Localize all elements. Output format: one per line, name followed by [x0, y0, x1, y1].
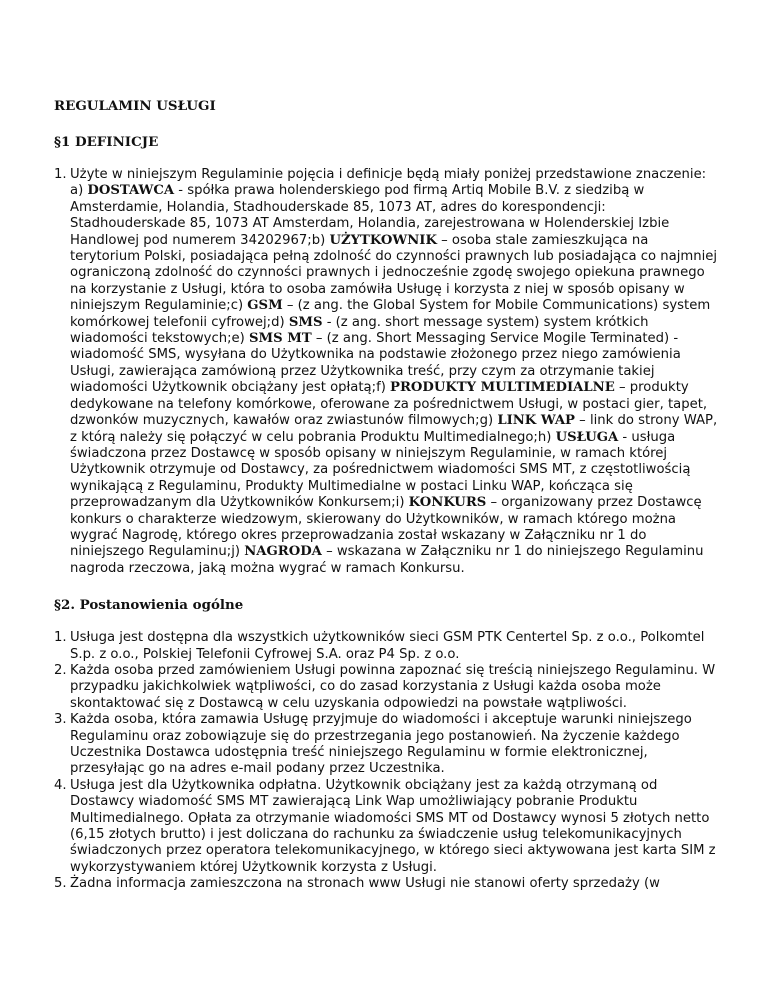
section-1-list — [54, 167, 720, 577]
text-line: Każda osoba, która zamawia Usługę przyjmuje do wiadomości i akceptuje warunki niniejszego — [70, 712, 692, 728]
definition-text: – osoba stale zamieszkująca na terytorium Polski, posiadająca pełną zdolność do czynności prawnych lub posiadająca co najmniej ograniczoną zdolność do czynności prawnych i jednocześnie zgodę swojego opiekuna prawnego na korzystanie z Usługi, która to osoba zamówiła Usługę i korzysta z niej w sposób opisany w niniejszym Regulaminie; — [70, 232, 718, 314]
text-line: Usługa jest dla Użytkownika odpłatna. Użytkownik obciążany jest za każdą otrzymaną od — [70, 777, 658, 793]
list-item-text — [70, 630, 720, 663]
text-line: Każda osoba przed zamówieniem Usługi powinna zapoznać się treścią niniejszego Regulaminu. W — [70, 662, 716, 678]
definition-marker: i) — [395, 495, 409, 511]
list-item-text — [70, 712, 720, 778]
text-line: S.p. z o.o., Polskiej Telefonii Cyfrowej S.A. oraz P4 Sp. z o.o. — [70, 646, 460, 662]
definition-text: - usługa świadczona przez Dostawcę w sposób opisany w niniejszym Regulaminie, w ramach której Użytkownik otrzymuje od Dostawcy, za pośrednictwem wiadomości SMS MT, z częstotliwością wynikającą z Regulaminu, Produkty Multimedialne w postaci Linku WAP, kończąca się przeprowadzanym dla Użytkowników Konkursem; — [70, 429, 691, 511]
definitions-paragraph — [70, 183, 720, 577]
definitions-intro: Użyte w niniejszym Regulaminie pojęcia i definicje będą miały poniżej przedstawione znaczenie: — [70, 167, 707, 182]
definition-text: – (z ang. the Global System for Mobile Communications) system komórkowej telefonii cyfrowej; — [70, 298, 711, 330]
text-line: Regulaminu oraz zobowiązuje się do przestrzegania jego postanowień. Na życzenie każdego — [70, 728, 680, 744]
list-item — [54, 778, 720, 876]
list-item-number: 1. — [54, 630, 67, 646]
text-line: (6,15 złotych brutto) i jest doliczana do rachunku za świadczenie usług telekomunikacyjnych — [70, 827, 682, 843]
section-2-heading: §2. Postanowienia ogólne — [54, 597, 244, 614]
definition-text: – produkty dedykowane na telefony komórkowe, oferowane za pośrednictwem Usługi, w postaci gier, tapet, dzwonków muzycznych, kawałów oraz zwiastunów filmowych; — [70, 380, 708, 429]
text-line: przypadku jakichkolwiek wątpliwości, co do zasad korzystania z Usługi każda osoba może — [70, 679, 661, 695]
definition-marker: g) — [479, 413, 498, 429]
text-line: świadczonych przez operatora telekomunikacyjnego, w którego sieci aktywowana jest karta SIM z — [70, 843, 716, 859]
definition-term: GSM — [247, 298, 283, 314]
definition-marker: h) — [537, 429, 556, 445]
definition-text: – link do strony WAP, z którą należy się połączyć w celu pobrania Produktu Multimedialnego; — [70, 413, 718, 445]
definition-term: DOSTAWCA — [87, 183, 175, 199]
list-item — [54, 630, 720, 663]
text-line: wykorzystywaniem której Użytkownik korzysta z Usługi. — [70, 859, 437, 875]
definition-term: SMS MT — [249, 331, 312, 347]
text-line: Żadna informacja zamieszczona na stronach www Usługi nie stanowi oferty sprzedaży (w — [70, 876, 660, 892]
list-item-number: 1. — [54, 167, 67, 182]
definition-term: UŻYTKOWNIK — [329, 232, 437, 248]
definition-text: – wskazana w Załączniku nr 1 do niniejszego Regulaminu nagroda rzeczowa, jaką można wygrać w ramach Konkursu. — [70, 544, 704, 576]
definition-text: – (z ang. Short Messaging Service Mogile Terminated) - wiadomość SMS, wysyłana do Użytkownika na podstawie złożonego przez niego zamówienia Usługi, zawierająca zamówioną przez Użytkownika treść, przy czym za otrzymanie takiej wiadomości Użytkownik obciążany jest opłatą; — [70, 331, 681, 396]
definition-marker: d) — [271, 314, 289, 330]
list-item — [54, 663, 720, 712]
list-item — [54, 876, 720, 892]
text-line: Usługa jest dostępna dla wszystkich użytkowników sieci GSM PTK Centertel Sp. z o.o., Polkomtel — [70, 630, 705, 646]
list-item-text — [70, 778, 720, 876]
list-item — [54, 712, 720, 778]
list-item — [54, 167, 720, 577]
text-line: Dostawcy wiadomość SMS MT zawierającą Link Wap umożliwiający pobranie Produktu — [70, 794, 638, 810]
text-line: przesyłając go na adres e-mail podany przez Uczestnika. — [70, 761, 445, 777]
document-page — [54, 98, 720, 893]
text-line: Multimedialnego. Opłata za otrzymanie wiadomości SMS MT od Dostawcy wynosi 5 złotych netto — [70, 810, 710, 826]
section-2-list — [54, 630, 720, 893]
list-item-number: 3. — [54, 712, 67, 728]
text-line: Uczestnika Dostawca udostępnia treść niniejszego Regulaminu w formie elektronicznej, — [70, 745, 648, 760]
document-title: REGULAMIN USŁUGI — [54, 98, 216, 114]
definition-text: – organizowany przez Dostawcę konkurs o charakterze wiedzowym, skierowany do Użytkowników, w ramach którego można wygrać Nagrodę, którego okres przeprowadzania został wskazany w Załączniku nr 1 do niniejszego Regulaminu; — [70, 495, 702, 560]
definition-marker: j) — [231, 544, 245, 560]
definition-term: PRODUKTY MULTIMEDIALNE — [390, 380, 615, 396]
list-item-text — [70, 663, 720, 712]
list-item-number: 5. — [54, 876, 67, 892]
list-item-number: 2. — [54, 662, 67, 678]
definition-term: LINK WAP — [497, 413, 575, 429]
definition-term: KONKURS — [408, 495, 487, 511]
definition-marker: f) — [376, 380, 391, 396]
definition-marker: b) — [311, 232, 330, 248]
list-item-number: 4. — [54, 777, 67, 793]
definition-term: USŁUGA — [555, 429, 619, 445]
section-1-heading: §1 DEFINICJE — [54, 134, 159, 150]
definition-term: SMS — [288, 314, 323, 330]
definition-term: NAGRODA — [244, 544, 322, 560]
definition-marker: e) — [231, 331, 249, 347]
text-line: skontaktować się z Dostawcą w celu uzyskania odpowiedzi na powstałe wątpliwości. — [70, 695, 627, 711]
definition-text: - (z ang. short message system) system krótkich wiadomości tekstowych; — [70, 314, 649, 347]
definition-marker: c) — [230, 298, 248, 314]
definition-text: - spółka prawa holenderskiego pod firmą Artiq Mobile B.V. z siedzibą w Amsterdamie, Holandia, Stadhouderskade 85, 1073 AT, adres do korespondencji: Stadhouderskade 85, 1073 AT Amsterdam, Holandia, zarejestrowana w Holenderskiej Izbie Handlowej pod numerem 34202967; — [70, 183, 670, 248]
list-item-text — [70, 876, 720, 892]
definition-marker: a) — [70, 183, 88, 199]
